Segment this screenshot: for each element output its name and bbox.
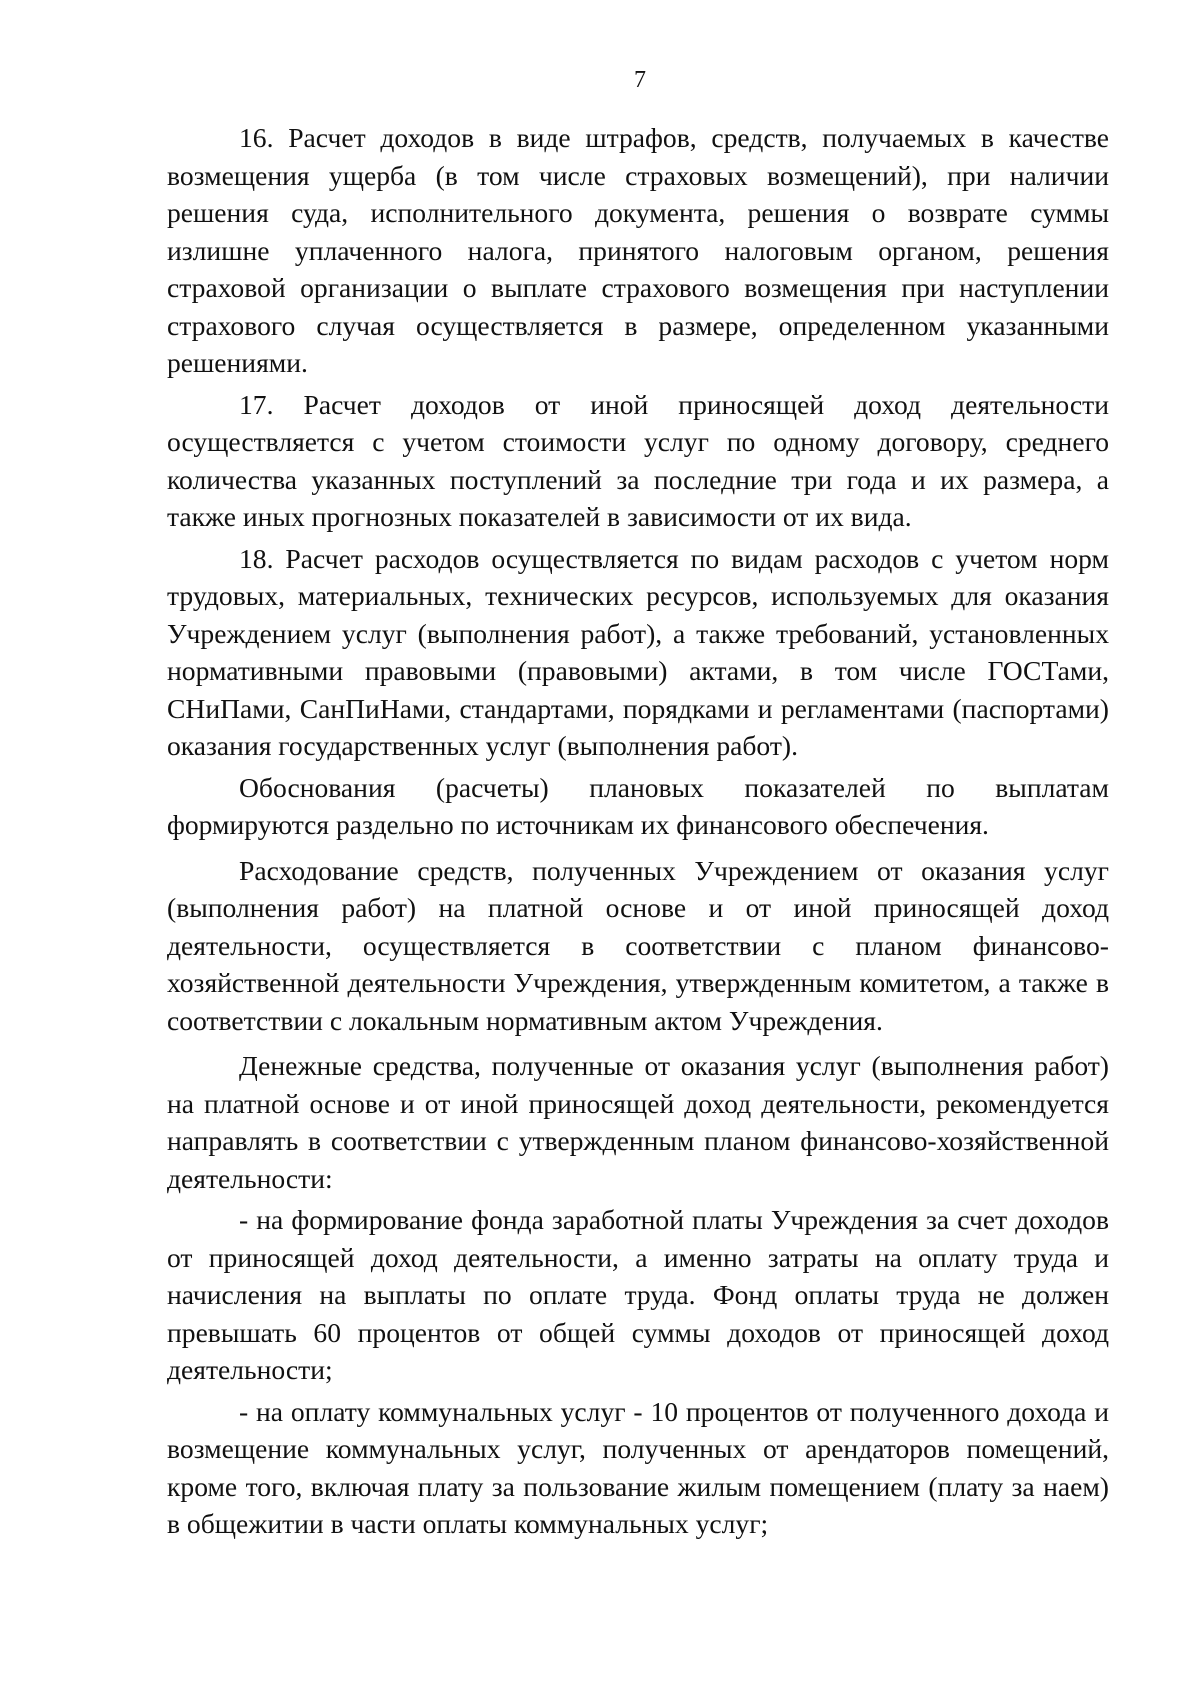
list-item-utilities: - на оплату коммунальных услуг - 10 процентов от полученного дохода и возмещение коммунальных услуг, полученных от арендаторов помещений, кроме того, включая плату за пользование жилым помещением (плату за наем) в общежитии в части оплаты коммунальных услуг; [167, 1395, 1109, 1539]
paragraph-justifications: Обоснования (расчеты) плановых показателей по выплатам формируются раздельно по источникам их финансового обеспечения. [167, 771, 1109, 840]
paragraph-spending-funds: Расходование средств, полученных Учреждением от оказания услуг (выполнения работ) на платной основе и от иной приносящей доход деятельности, осуществляется в соответствии с планом финансово-хозяйственной деятельности Учреждения, утвержденным комитетом, а также в соответствии с локальным нормативным актом Учреждения. [167, 854, 1109, 1036]
paragraph-17-other-income: 17. Расчет доходов от иной приносящей доход деятельности осуществляется с учетом стоимости услуг по одному договору, среднего количества указанных поступлений за последние три года и их размера, а также иных прогнозных показателей в зависимости от их вида. [167, 388, 1109, 532]
document-body [167, 119, 1109, 1547]
page-number: 7 [634, 67, 646, 93]
paragraph-18-expenses: 18. Расчет расходов осуществляется по видам расходов с учетом норм трудовых, материальных, технических ресурсов, используемых для оказания Учреждением услуг (выполнения работ), а также требований, установленных нормативными правовыми (правовыми) актами, в том числе ГОСТами, СНиПами, СанПиНами, стандартами, порядками и регламентами (паспортами) оказания государственных услуг (выполнения работ). [167, 542, 1109, 761]
paragraph-16-income-fines: 16. Расчет доходов в виде штрафов, средств, получаемых в качестве возмещения ущерба (в том числе страховых возмещений), при наличии решения суда, исполнительного документа, решения о возврате суммы излишне уплаченного налога, принятого налоговым органом, решения страховой организации о выплате страхового возмещения при наступлении страхового случая осуществляется в размере, определенном указанными решениями. [167, 122, 1109, 378]
list-item-salary-fund: - на формирование фонда заработной платы Учреждения за счет доходов от приносящей доход деятельности, а именно затраты на оплату труда и начисления на выплаты по оплате труда. Фонд оплаты труда не должен превышать 60 процентов от общей суммы доходов от приносящей доход деятельности; [167, 1204, 1109, 1385]
paragraph-money-allocation: Денежные средства, полученные от оказания услуг (выполнения работ) на платной основе и от иной приносящей доход деятельности, рекомендуется направлять в соответствии с утвержденным планом финансово-хозяйственной деятельности: [167, 1050, 1109, 1194]
